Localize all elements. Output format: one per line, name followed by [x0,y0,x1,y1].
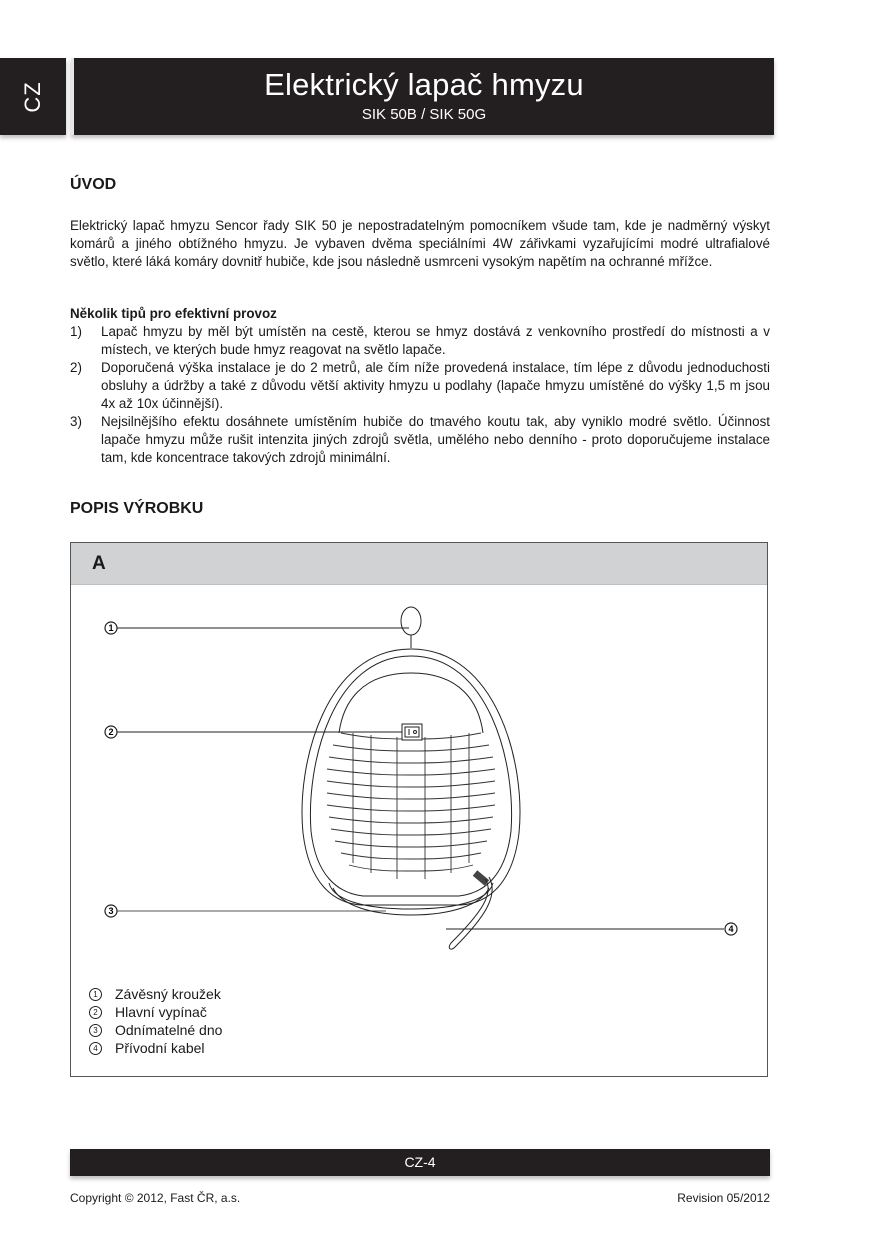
intro-heading: ÚVOD [70,176,117,193]
intro-paragraph: Elektrický lapač hmyzu Sencor řady SIK 50 je nepostradatelným pomocníkem všude tam, kde je nadměrný výskyt komárů a jiného obtížného hmyzu. Je vybaven dvěma speciálními 4W zářivkami vyzařujícími modré ultrafialové světlo, které láká komáry dovnitř hubiče, kde jsou následně usmrceni vysokým napětím na ochranné mřížce. [70,218,770,269]
callout-number-2: 2 [108,727,114,737]
legend-label: Odnímatelné dno [115,1022,223,1038]
product-heading: POPIS VÝROBKU [70,500,204,517]
hanging-ring-shape [401,607,421,635]
legend-item [89,1021,222,1039]
callout-number-4: 4 [728,924,734,934]
parts-legend [89,985,222,1057]
tip-number: 1) [70,324,82,339]
page-number: CZ-4 [404,1154,436,1170]
grille [327,733,495,879]
product-figure [70,542,768,1077]
legend-item [89,1039,222,1057]
legend-label: Přívodní kabel [115,1040,205,1056]
language-code: CZ [20,80,45,113]
tips-title: Několik tipů pro efektivní provoz [70,306,277,321]
callout-number-1: 1 [108,623,114,633]
legend-number: 1 [89,988,102,1001]
copyright-notice: Copyright © 2012, Fast ČR, a.s. [70,1191,241,1205]
legend-number: 4 [89,1042,102,1055]
cable-strain-relief [475,873,487,883]
legend-number: 3 [89,1024,102,1037]
tip-item [70,323,770,359]
power-cable-shape [449,877,492,949]
housing-outer [302,649,520,905]
tip-text: Nejsilnějšího efektu dosáhnete umístěním hubiče do tmavého koutu tak, aby vyniklo modré světlo. Účinnost lapače hmyzu může rušit intenzita jiných zdrojů světla, umělého nebo denního - proto doporučujeme instalace tam, kde koncentrace takových zdrojů minimální. [101,414,770,465]
legend-label: Hlavní vypínač [115,1004,207,1020]
model-subtitle: SIK 50B / SIK 50G [361,106,487,123]
figure-label: A [92,553,106,574]
tip-number: 2) [70,360,82,375]
tip-number: 3) [70,414,82,429]
legend-item [89,985,222,1003]
tip-item [70,359,770,413]
tip-text: Lapač hmyzu by měl být umístěn na cestě, kterou se hmyz dostává z venkovního prostředí do místnosti a v místech, ve kterých bude hmyz reagovat na světlo lapače. [101,324,770,357]
intro-body [70,217,770,271]
intro-section [70,176,770,194]
tip-text: Doporučená výška instalace je do 2 metrů, ale čím níže provedená instalace, tím lépe z důvodu jednoduchosti obsluhy a údržby a také z důvodu větší aktivity hmyzu u podlahy (lapače hmyzu umístěné do výšky 1,5 m jsou 4x až 10x účinnější). [101,360,770,411]
tips-list [70,323,770,467]
legend-label: Závěsný kroužek [115,986,221,1002]
tip-item [70,413,770,467]
tips-section [70,305,770,467]
page-title: Elektrický lapač hmyzu [264,67,584,102]
language-tab [0,58,66,135]
legend-item [89,1003,222,1021]
callout-number-3: 3 [108,906,114,916]
title-banner [71,58,774,135]
revision-label: Revision 05/2012 [677,1191,770,1205]
product-section [70,500,770,518]
page-number-bar [70,1149,770,1176]
legend-number: 2 [89,1006,102,1019]
